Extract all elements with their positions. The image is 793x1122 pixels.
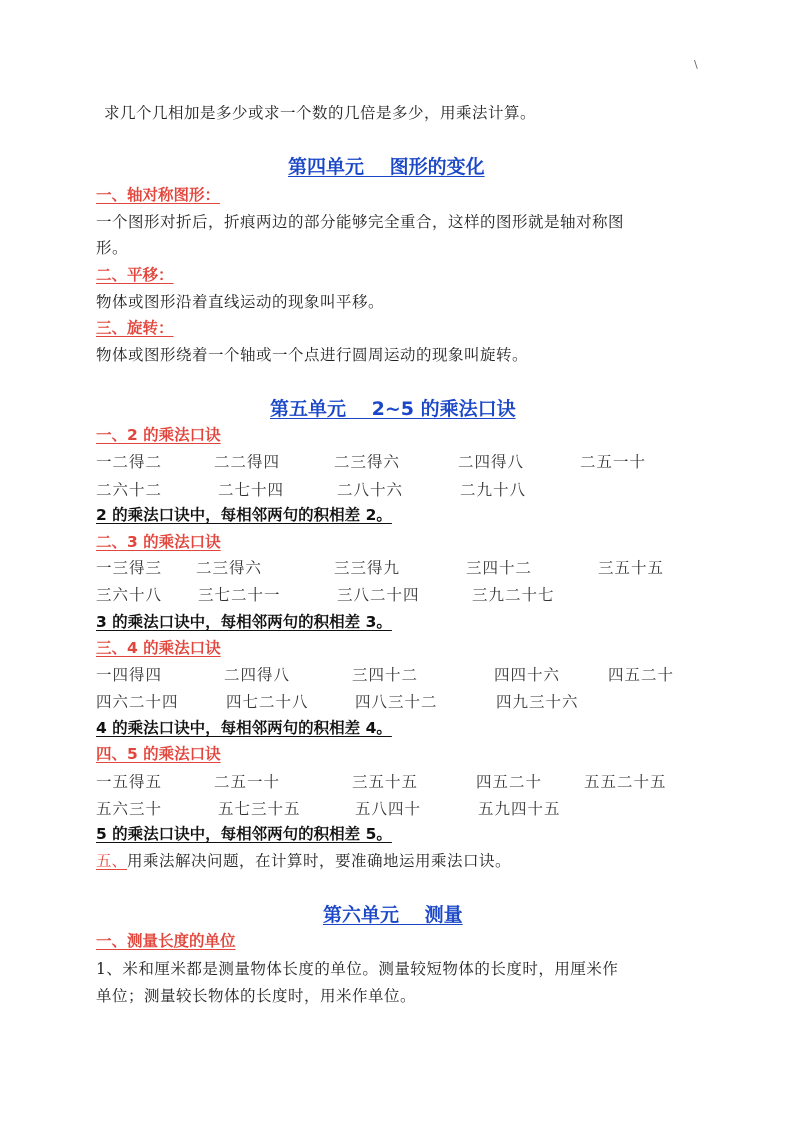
table2-r1-c3: 二三得六 [334, 453, 401, 471]
unit5-s5-label: 五、 [96, 852, 128, 870]
unit5-title: 第五单元 2~5 的乘法口诀 [270, 398, 516, 420]
table5-r2-c2: 五七三十五 [218, 800, 301, 818]
unit4-s2-text: 物体或图形沿着直线运动的现象叫平移。 [96, 293, 385, 311]
table4-r1-c4: 四四十六 [494, 666, 561, 684]
table4-r1-c5: 四五二十 [608, 666, 675, 684]
unit6-s1-text-2: 单位；测量较长物体的长度时，用米作单位。 [96, 987, 417, 1005]
table2-r2-c4: 二九十八 [460, 481, 527, 499]
table4-r2-c3: 四八三十二 [355, 693, 438, 711]
table3-r1-c2: 二三得六 [196, 559, 263, 577]
table5-r2-c4: 五九四十五 [478, 800, 561, 818]
table2-r2-c2: 二七十四 [218, 481, 285, 499]
table2-r1-c4: 二四得八 [458, 453, 525, 471]
table3-r1-c4: 三四十二 [466, 559, 533, 577]
unit4-title: 第四单元 图形的变化 [288, 156, 485, 178]
table3-r1-c5: 三五十五 [598, 559, 665, 577]
table4-r2-c4: 四九三十六 [496, 693, 579, 711]
table5-r1-c4: 四五二十 [476, 773, 543, 791]
table3-r1-c1: 一三得三 [96, 559, 163, 577]
unit4-s2-heading: 二、平移： [96, 266, 174, 284]
corner-mark: \ [694, 58, 698, 71]
unit6-s1-heading: 一、测量长度的单位 [96, 932, 236, 950]
table4-r2-c2: 四七二十八 [226, 693, 309, 711]
table4-r1-c3: 三四十二 [352, 666, 419, 684]
table4-heading: 三、4 的乘法口诀 [96, 639, 221, 657]
table2-r2-c3: 二八十六 [337, 481, 404, 499]
unit4-s1-text-2: 形。 [96, 239, 129, 257]
table2-rule: 2 的乘法口诀中，每相邻两句的积相差 2。 [96, 506, 392, 524]
table5-r2-c3: 五八四十 [355, 800, 422, 818]
table5-r1-c3: 三五十五 [352, 773, 419, 791]
table4-r1-c2: 二四得八 [224, 666, 291, 684]
table5-r1-c1: 一五得五 [96, 773, 163, 791]
table4-r2-c1: 四六二十四 [96, 693, 179, 711]
table2-heading: 一、2 的乘法口诀 [96, 426, 221, 444]
table2-r1-c1: 一二得二 [96, 453, 163, 471]
table4-r1-c1: 一四得四 [96, 666, 163, 684]
unit4-s3-heading: 三、旋转： [96, 319, 174, 337]
unit5-s5-text: 用乘法解决问题，在计算时，要准确地运用乘法口诀。 [127, 852, 512, 870]
table3-r2-c4: 三九二十七 [472, 586, 555, 604]
unit6-title: 第六单元 测量 [323, 904, 463, 926]
table3-r2-c2: 三七二十一 [198, 586, 281, 604]
table2-r1-c5: 二五一十 [580, 453, 647, 471]
table3-r2-c3: 三八二十四 [337, 586, 420, 604]
unit4-s3-text: 物体或图形绕着一个轴或一个点进行圆周运动的现象叫旋转。 [96, 346, 529, 364]
table3-heading: 二、3 的乘法口诀 [96, 533, 221, 551]
table5-heading: 四、5 的乘法口诀 [96, 745, 221, 763]
unit5-s5-line [96, 849, 511, 871]
table5-r2-c1: 五六三十 [96, 800, 163, 818]
table2-r2-c1: 二六十二 [96, 481, 163, 499]
table5-rule: 5 的乘法口诀中，每相邻两句的积相差 5。 [96, 825, 392, 843]
intro-line: 求几个几相加是多少或求一个数的几倍是多少，用乘法计算。 [104, 104, 537, 122]
table2-r1-c2: 二二得四 [214, 453, 281, 471]
table5-r1-c2: 二五一十 [214, 773, 281, 791]
unit6-s1-text-1: 1、米和厘米都是测量物体长度的单位。测量较短物体的长度时，用厘米作 [96, 960, 619, 978]
table5-r1-c5: 五五二十五 [584, 773, 667, 791]
table3-r1-c3: 三三得九 [334, 559, 401, 577]
table3-r2-c1: 三六十八 [96, 586, 163, 604]
unit4-s1-text-1: 一个图形对折后，折痕两边的部分能够完全重合，这样的图形就是轴对称图 [96, 213, 625, 231]
table4-rule: 4 的乘法口诀中，每相邻两句的积相差 4。 [96, 719, 392, 737]
unit4-s1-heading: 一、轴对称图形： [96, 186, 221, 204]
table3-rule: 3 的乘法口诀中，每相邻两句的积相差 3。 [96, 613, 392, 631]
